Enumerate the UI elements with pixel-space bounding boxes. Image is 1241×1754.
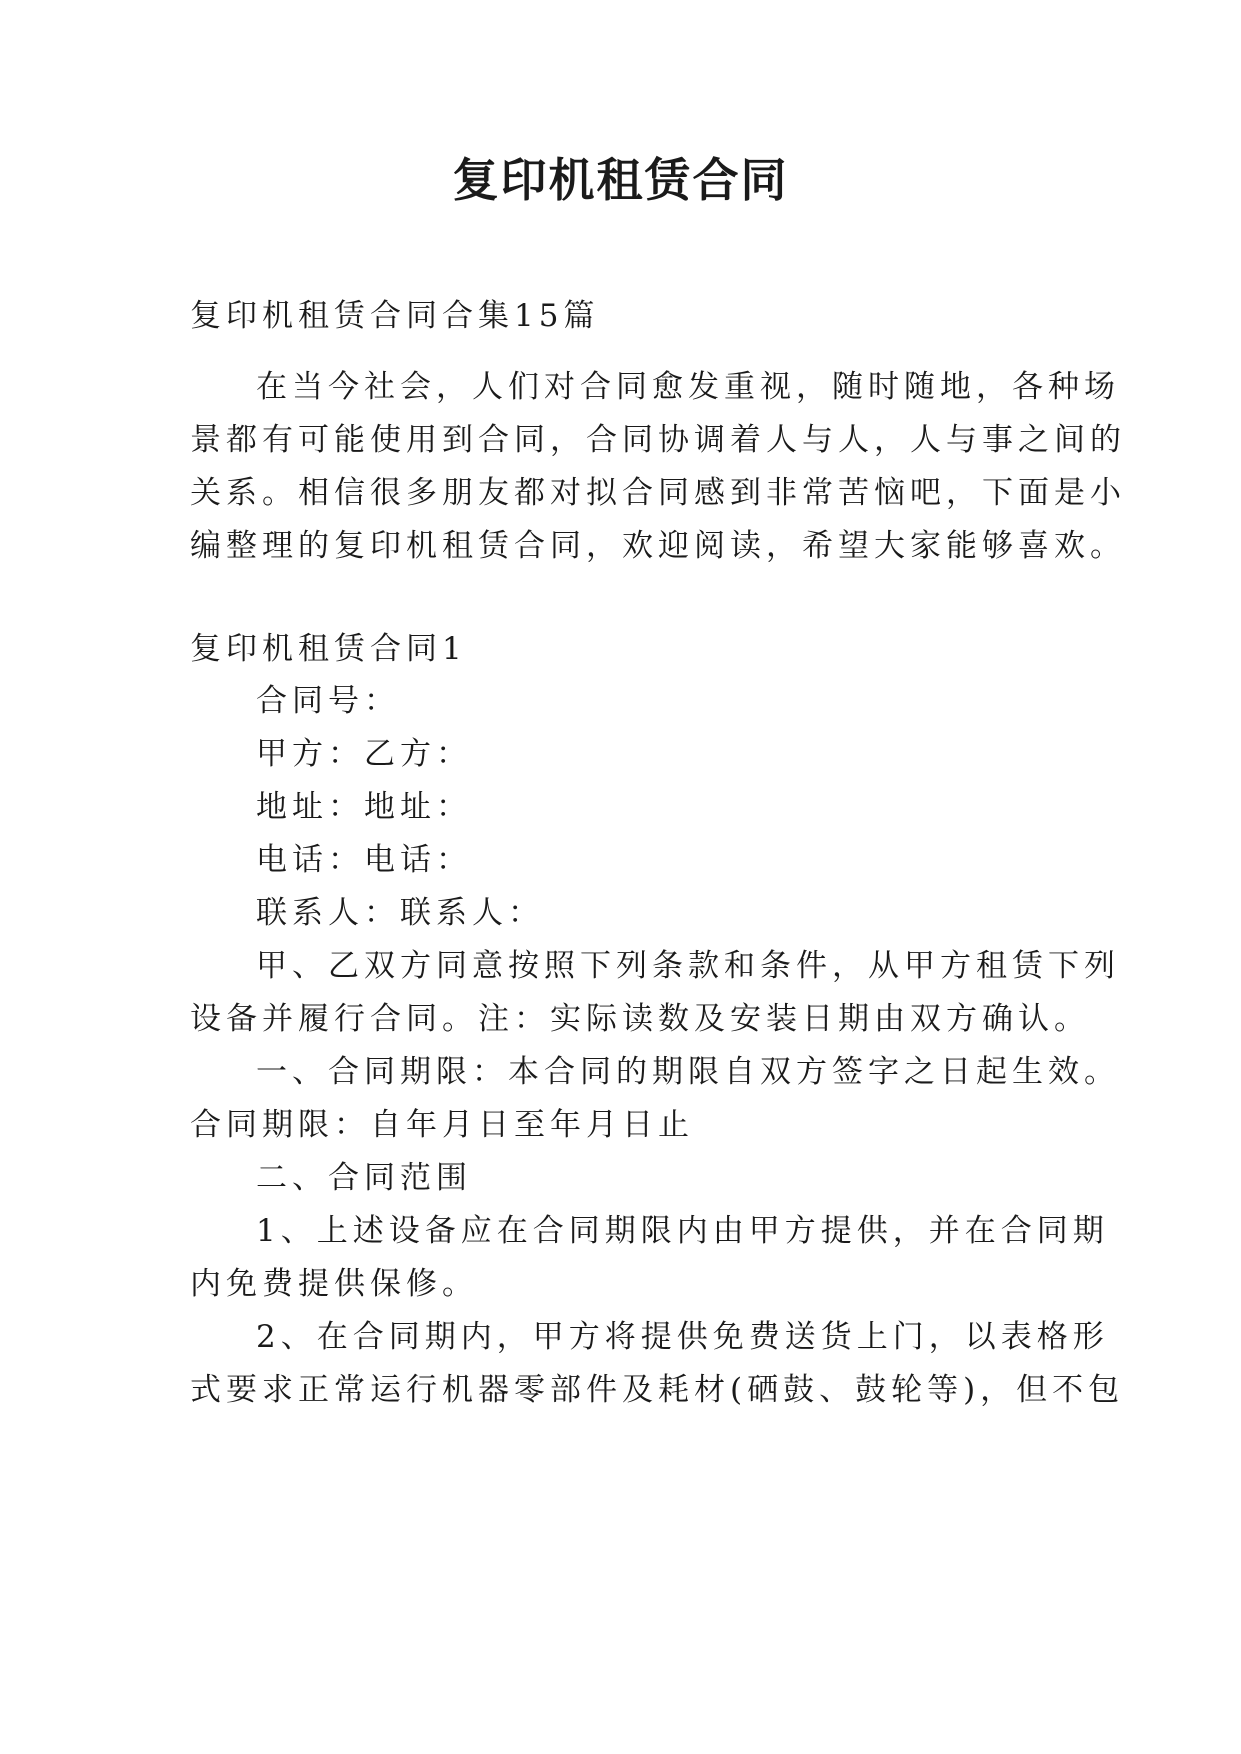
contact-field: 联系人：联系人：	[256, 895, 544, 931]
body-line: 合同期限：自年月日至年月日止	[190, 1107, 694, 1143]
body-line: 2、在合同期内，甲方将提供免费送货上门，以表格形	[256, 1319, 1109, 1355]
body-line: 一、合同期限：本合同的期限自双方签字之日起生效。	[256, 1054, 1120, 1090]
body-line: 式要求正常运行机器零部件及耗材(硒鼓、鼓轮等)，但不包	[190, 1372, 1125, 1408]
parties-field: 甲方：乙方：	[256, 736, 472, 772]
body-line: 1、上述设备应在合同期限内由甲方提供，并在合同期	[256, 1213, 1109, 1249]
body-line: 二、合同范围	[256, 1160, 472, 1196]
document-title: 复印机租赁合同	[452, 153, 789, 207]
phone-field: 电话：电话：	[256, 842, 472, 878]
contract-number-field: 合同号：	[256, 683, 400, 719]
intro-line: 景都有可能使用到合同，合同协调着人与人，人与事之间的	[190, 422, 1126, 458]
body-line: 甲、乙双方同意按照下列条款和条件，从甲方租赁下列	[256, 948, 1120, 984]
body-line: 内免费提供保修。	[190, 1266, 478, 1302]
document-subtitle: 复印机租赁合同合集15篇	[190, 298, 600, 334]
section-heading: 复印机租赁合同1	[190, 631, 467, 667]
intro-line: 在当今社会，人们对合同愈发重视，随时随地，各种场	[256, 369, 1120, 405]
intro-line: 编整理的复印机租赁合同，欢迎阅读，希望大家能够喜欢。	[190, 528, 1126, 564]
address-field: 地址：地址：	[256, 789, 472, 825]
body-line: 设备并履行合同。注：实际读数及安装日期由双方确认。	[190, 1001, 1090, 1037]
intro-line: 关系。相信很多朋友都对拟合同感到非常苦恼吧，下面是小	[190, 475, 1126, 511]
